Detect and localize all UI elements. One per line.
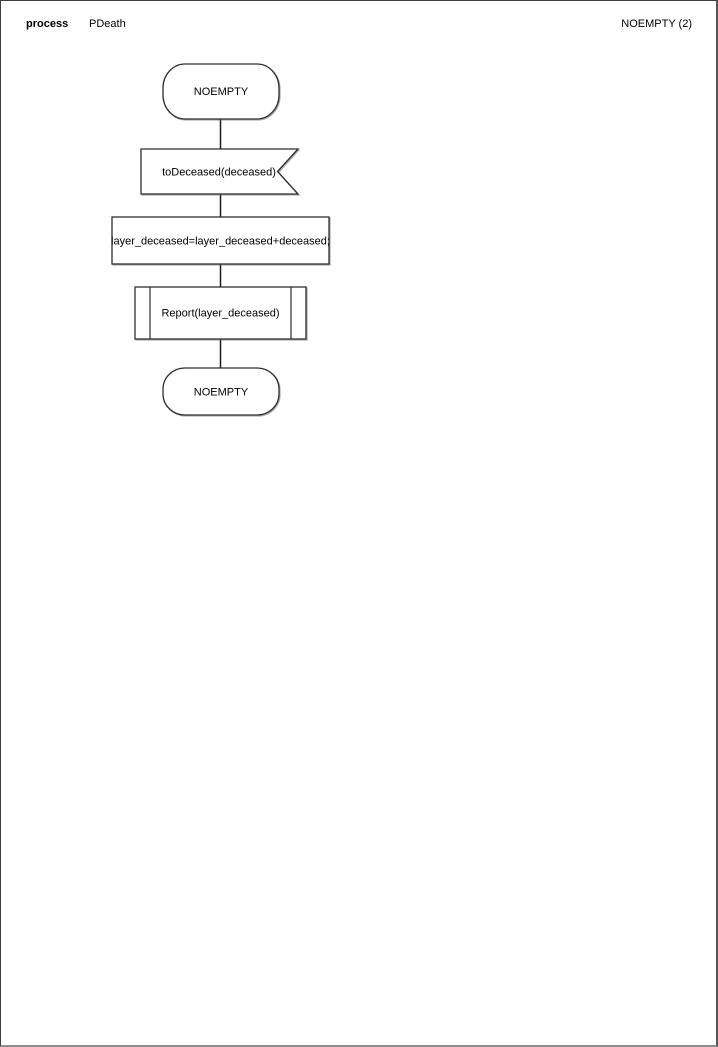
task-symbol[interactable]: [111, 217, 330, 264]
state-symbol-bottom-label: NOEMPTY: [193, 386, 249, 399]
state-symbol-bottom[interactable]: [163, 368, 279, 415]
task-label: layer_deceased=layer_deceased+deceased;: [111, 235, 330, 248]
state-symbol-top-label: NOEMPTY: [193, 86, 249, 98]
state-symbol-top[interactable]: [163, 64, 279, 119]
procedure-call-label: Report(layer_deceased): [161, 307, 280, 320]
state-page-reference-label: NOEMPTY (2): [621, 18, 692, 30]
flowchart-canvas: [1, 1, 718, 1047]
process-keyword-label: process: [26, 18, 69, 30]
process-name-label: PDeath: [89, 18, 126, 30]
input-signal-symbol[interactable]: [141, 149, 298, 194]
input-signal-label: toDeceased(deceased): [162, 166, 276, 179]
procedure-call-symbol[interactable]: [135, 287, 306, 339]
